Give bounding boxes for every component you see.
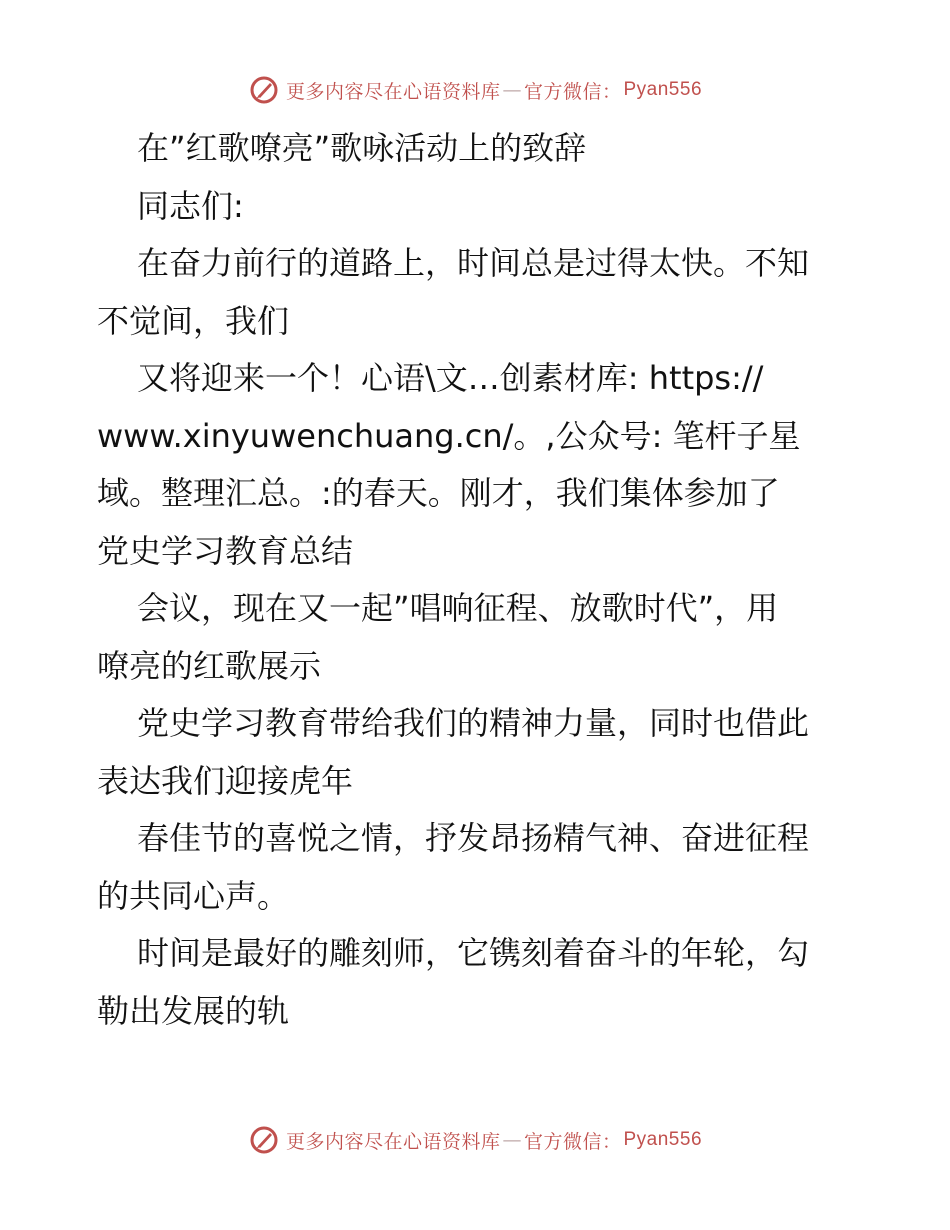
paragraph-line: 域。整理汇总。:的春天。刚才，我们集体参加了 [97,474,780,512]
paragraph-line: 时间是最好的雕刻师，它镌刻着奋斗的年轮，勾 [137,934,810,972]
document-title: 在”红歌嘹亮”歌咏活动上的致辞 [137,129,587,167]
footer-wechat-label: 官方微信： [523,1130,622,1153]
quill-pen-logo-icon [248,74,280,106]
document-body [97,120,855,1040]
footer-wechat-id: Pyan556 [623,1129,703,1150]
paragraph-line: 又将迎来一个！心语\文…创素材库: https:// [137,359,764,397]
paragraph-line: www.xinyuwenchuang.cn/。,公众号: 笔杆子星 [97,416,801,455]
header-dash: — [502,79,522,101]
footer-banner [0,1122,950,1158]
paragraph-line: 不觉间，我们 [97,301,290,340]
paragraph-line: 的共同心声。 [97,876,290,915]
paragraph-line: 在奋力前行的道路上，时间总是过得太快。不知 [137,244,810,282]
paragraph-line: 春佳节的喜悦之情，抒发昂扬精气神、奋进征程 [137,819,810,857]
paragraph-line: 表达我们迎接虎年 [97,761,354,800]
paragraph-line: 勒出发展的轨 [97,991,290,1030]
header-wechat-id: Pyan556 [623,79,703,100]
paragraph-line: 党史学习教育总结 [97,531,354,570]
paragraph-line: 会议，现在又一起”唱响征程、放歌时代”，用 [137,589,779,627]
footer-dash: — [502,1129,522,1151]
header-promo-text: 更多内容尽在心语资料库 [285,80,501,103]
salutation: 同志们: [137,186,244,225]
paragraph-line: 嘹亮的红歌展示 [97,646,322,685]
header-banner [0,72,950,108]
quill-pen-logo-icon [248,1124,280,1156]
header-wechat-label: 官方微信： [523,80,622,103]
footer-promo-text: 更多内容尽在心语资料库 [285,1130,501,1153]
paragraph-line: 党史学习教育带给我们的精神力量，同时也借此 [137,704,810,742]
